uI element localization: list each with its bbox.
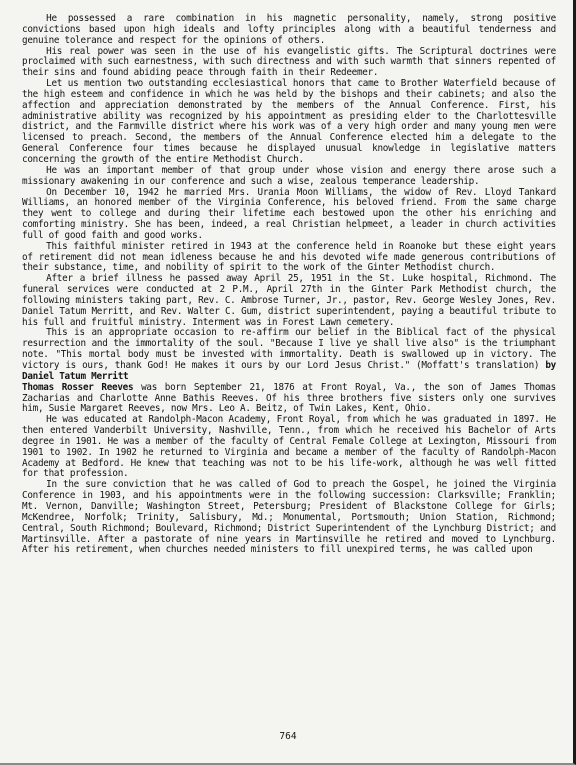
- paragraph: He was educated at Randolph-Macon Academy, Front Royal, from which he was graduated in 1897. He then entered Vanderbilt University, Nashville, Tenn., from which he received his Bachelor of Arts degree in 1901. He was a member of the faculty of Central Female College at Lexington, Missouri from 1901 to 1902. In 1902 he returned to Virginia and became a member of the faculty of Randolph-Macon Academy at Bedford. He knew that teaching was not to be his life-work, although he was well fitted for that profession.: [22, 414, 556, 480]
- paragraph: He possessed a rare combination in his magnetic personality, namely, strong positive convictions based upon high ideals and lofty principles along with a beautiful tenderness and genuine tolerance and respect for the opinions of others.: [22, 13, 556, 46]
- paragraph: [22, 328, 556, 382]
- memorial-name: Thomas Rosser Reeves: [22, 381, 134, 393]
- page-number: 764: [279, 731, 297, 742]
- resurrection-text: This is an appropriate occasion to re-affirm our belief in the Biblical fact of the physical resurrection and the immortality of the soul. "Because I live ye shall live also" is the triumphant note. "This mortal body must be invested with immortality. Death is swallowed up in victory. The victory is ours, thank God! He makes it ours by our Lord Jesus Christ." (Moffatt's translation): [22, 327, 556, 371]
- paragraph: [22, 383, 556, 416]
- paragraph: Let us mention two outstanding ecclesiastical honors that came to Brother Waterfield because of the high esteem and confidence in which he was held by the bishops and their cabinets; and also the affection and appreciation demonstrated by the members of the Annual Conference. First, his administrative ability was recognized by his appointment as presiding elder to the Charlottesville district, and the Farmville district where his work was of a very high order and many young men were licensed to preach. Second, the members of the Annual Conference elected him a delegate to the General Conference four times because he displayed unusual knowledge in legislative matters concerning the growth of the entire Methodist Church.: [22, 78, 556, 165]
- memorial-intro: was born September 21, 1876 at Front Royal, Va., the son of James Thomas Zacharias and Charlotte Anne Bathis Reeves. Of his three brothers five sisters only one survives him, Susie Margaret Reeves, now Mrs. Leo A. Beitz, of Twin Lakes, Kent, Ohio.: [22, 381, 556, 415]
- paragraph: After a brief illness he passed away April 25, 1951 in the St. Luke hospital, Richmond. The funeral services were conducted at 2 P.M., April 27th in the Ginter Park Methodist church, the following ministers taking part, Rev. C. Ambrose Turner, Jr., pastor, Rev. George Wesley Jones, Rev. Daniel Tatum Merritt, and Rev. Walter C. Gum, district superintendent, paying a beautiful tribute to his full and fruitful ministry. Interment was in Forest Lawn cemetery.: [22, 273, 556, 328]
- paragraph: His real power was seen in the use of his evangelistic gifts. The Scriptural doctrines were proclaimed with such earnestness, with such directness and with such warmth that sinners repented of their sins and found abiding peace through faith in their Redeemer.: [22, 45, 556, 79]
- paragraph: This faithful minister retired in 1943 at the conference held in Roanoke but these eight years of retirement did not mean idleness because he and his devoted wife made generous contributions of their substance, time, and nobility of spirit to the work of the Ginter Methodist church.: [22, 240, 556, 274]
- paragraph: In the sure conviction that he was called of God to preach the Gospel, he joined the Virginia Conference in 1903, and his appointments were in the following succession: Clarksville; Franklin; Mt. Vernon, Danville; Washington Street, Petersburg; President of Blackstone College for Girls; McKendree, Norfolk; Trinity, Salisbury, Md.; Monumental, Portsmouth; Union Station, Richmond; Central, South Richmond; Boulevard, Richmond; District Superintendent of the Lynchburg District; and Martinsville. After a pastorate of nine years in Martinsville he retired and moved to Lynchburg. After his retirement, when churches needed ministers to fill unexpired terms, he was called upon: [22, 479, 556, 556]
- paragraph: He was an important member of that group under whose vision and energy there arose such a missionary awakening in our conference and such a wise, zealous temperance leadership.: [22, 164, 556, 187]
- paragraph: On December 10, 1942 he married Mrs. Urania Moon Williams, the widow of Rev. Lloyd Tankard Williams, an honored member of the Virginia Conference, his beloved friend. From the same charge they went to college and during their lifetime each bestowed upon the other his enriching and comforting ministry. She has been, indeed, a real Christian helpmeet, a leader in church activities full of good faith and good works.: [22, 186, 556, 241]
- body-text: [22, 14, 556, 556]
- byline: by Daniel Tatum Merritt: [22, 360, 556, 382]
